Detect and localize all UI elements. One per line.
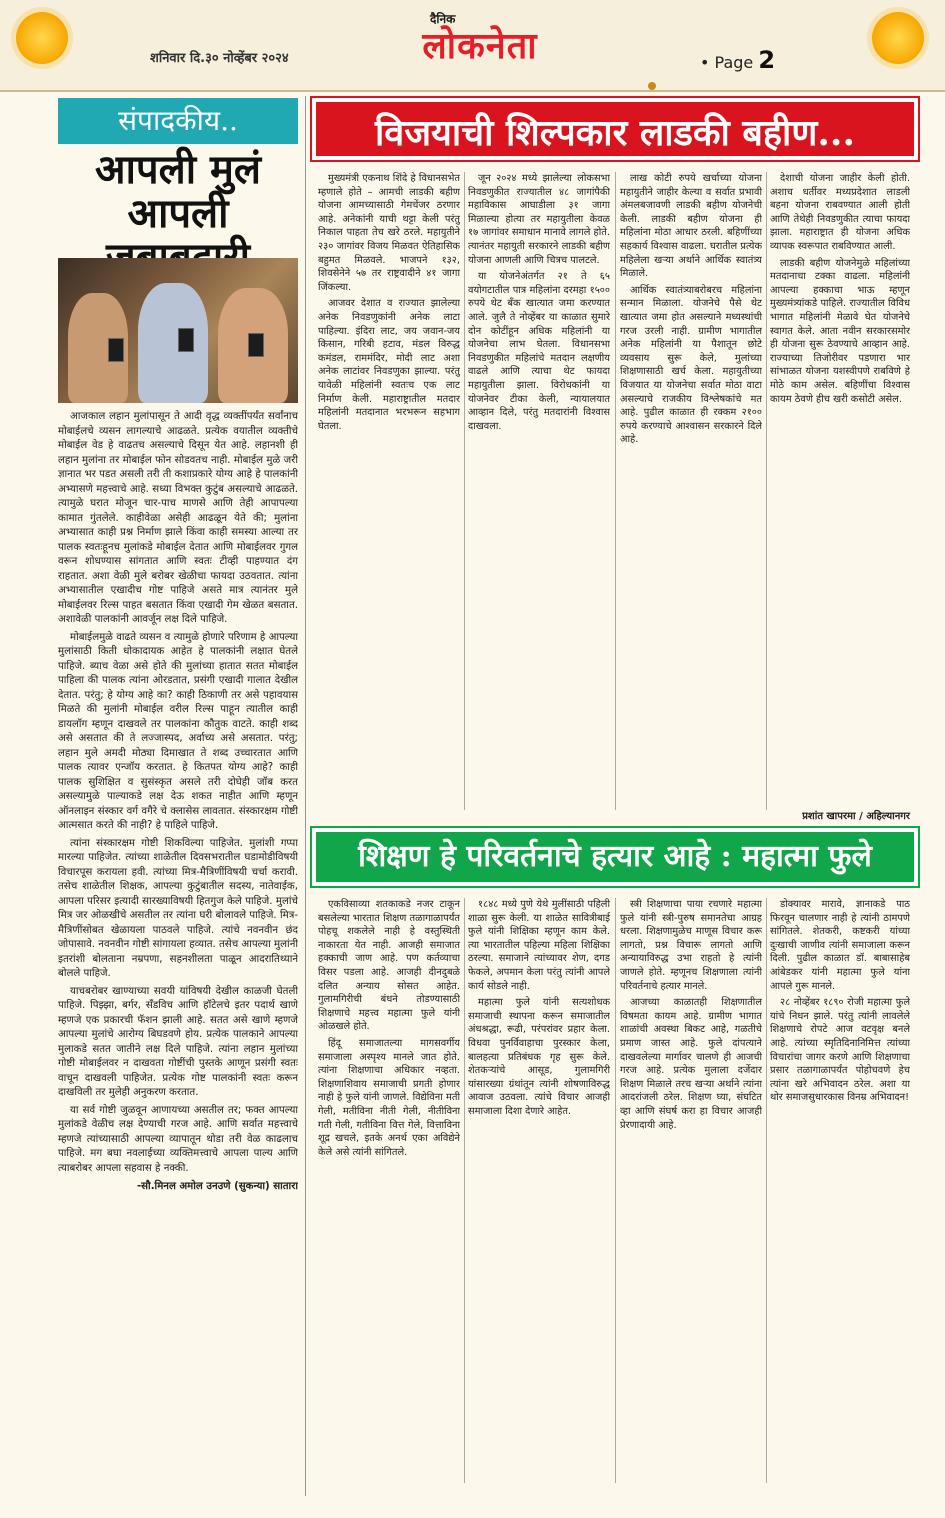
paragraph: लाडकी बहीण योजनेमुळे महिलांच्या मतदानाचा टक्का वाढला. महिलांनी आपल्या हक्काचा भाऊ म्हणून मुख्यमंत्र्यांकडे पाहिले. राज्यातील विविध भागात महिलांनी मेळावे घेत योजनेचे स्वागत केले. आता नवीन सरकारसमोर ही योजना सुरू ठेवण्याचे आव्हान आहे. राज्याच्या तिजोरीवर पडणारा भार सांभाळत योजना यशस्वीपणे राबविणे हे मोठे काम असेल. बहिणींचा विश्वास कायम ठेवणे हीच खरी कसोटी असेल. — [770, 257, 910, 405]
paragraph: मोबाईलमुळे वाढते व्यसन व त्यामुळे होणारे परिणाम हे आपल्या मुलांसाठी किती धोकादायक आहेत हे पालकांनी लक्षात घेतले पाहिजे. ब्याच वेळा असे होते की मुलांच्या हातात सतत मोबाईल पाहिला की पालक त्यांना ओरडतात, प्रसंगी एखादी गालात देखील देतात. परंतु; हे योग्य आहे का? काही ठिकाणी तर असे पहावयास मिळते की मुलांनी मोबाईल वरील रिल्स पाहून त्यातील काही डायलॉग म्हणून दाखवले तर पालकांना कौतुक वाटते. काही शब्द असे असतात की ते लज्जास्पद, अर्वाच्य असे असतात. परंतु; लहान मुले अमदी मोठ्या दिमाखात ते शब्द उच्चारतात आणि पालक त्यावर एन्जॉय करतात. हे कितपत योग्य आहे? काही पालक सुशिक्षित व सुसंस्कृत असले तरी दोघेही जॉब करत असल्यामुळे पाल्याकडे लक्ष देऊ शकत नाहीत आणि म्हणून ऑनलाइन संस्कार वर्ग वगैरे चे क्लासेस लावतात. संस्कारक्षम गोष्टी आत्मसात करते की नाही? हे पाहिले पाहिजे. — [58, 631, 298, 831]
phone-icon — [178, 328, 194, 352]
page-indicator: • Page 2 — [700, 46, 776, 74]
paragraph: आजकाल लहान मुलांपासून ते आदी वृद्ध व्यक्तींपर्यंत सर्वांनाच मोबाईलचे व्यसन लागल्याचे आढळते. प्रत्येक वयातील व्यक्तीचे मोबाईल वेड हे वाढतच असल्याचे दिसून येत आहे. लहानशी ही लहान मुलांना तर मोबाईल फोन सोडवतच नाही. मोबाईल मुळे जरी ज्ञानात भर पडत असली तरी ती कशाप्रकारे योग्य आहे हे पालकांनी अभ्यासणे महत्त्वाचे आहे. सध्या विभक्त कुटुंब असल्याचे आढळते. त्यामुळे घरात मोजून चार-पाच माणसे आणि तेही आपापल्या कामात गुंतलेले. काहीवेळा असेही आढळून येते की; मुलांना अभ्यासात काही प्रश्न निर्माण झाले किंवा काही समस्या आल्या तर पालक स्वतःहूनच मुलांकडे मोबाईल देतात आणि मोबाईलवर गुगल वरून शोधण्यास सांगतात आणि स्वतः टीव्ही पाहण्यात दंग राहतात. अशा वेळी मुले बरोबर खेळीचा फायदा उठवतात. त्यांना अभ्यासातील एखादीच गोष्ट पाहिजे असते मात्र त्यानंतर मुले मोबाईलवर रिल्स पाहत बसतात किंवा एखादी गेम खेळत बसतात. अशावेळी पालकांनी आवर्जून लक्ष दिले पाहिजे. — [58, 411, 298, 625]
article2-column-3 — [620, 898, 762, 1483]
column-divider — [766, 898, 767, 1483]
paragraph: या सर्व गोष्टी जुळवून आणायच्या असतील तर; फक्त आपल्या मुलांकडे वेळीच लक्ष देण्याची गरज आहे. आणि सर्वात महत्त्वाचे म्हणजे त्यांच्यासाठी आपल्या व्यापातून थोडा तरी वेळ काढलाच पाहिजे. मग बघा नवलाईच्या व्यक्तिमत्त्वाचे आपला पाल्य आणि त्याबरोबर आपला सहवास हे नक्की. — [58, 1104, 298, 1174]
editorial-column — [58, 98, 298, 1518]
article1-byline: प्रशांत खापरमा / अहिल्यानगर — [802, 811, 910, 822]
article1-column-3 — [620, 172, 762, 810]
masthead-prefix: दैनिक — [430, 12, 456, 26]
column-divider — [305, 96, 306, 1496]
child-figure — [138, 283, 208, 403]
paragraph: याचबरोबर खाण्याच्या सवयी यांविषयी देखील काळजी घेतली पाहिजे. पिझ्झा, बर्गर, सँडविच आणि हॉटेलचे इतर पदार्थ खाणे म्हणजे एक प्रकारची फॅशन झाली आहे. सतत असे खाणे म्हणजे आपल्या मुलांचे आरोग्य बिघडवणे होय. प्रत्येक पालकाने आपल्या मुलाकडे सतत जातीने लक्ष दिले पाहिजे. त्यांना लहान मुलांच्या गोष्टी मोबाईलवर न दाखवता गोष्टींची पुस्तके आणून प्रसंगी स्वतः वाचून दाखवली पाहिजेत. प्रत्येक गोष्ट पालकांनी स्वतः करून दाखविली तर मुलेही अनुकरण करतात. — [58, 985, 298, 1098]
paragraph: लाख कोटी रुपये खर्चाच्या योजना महायुतीने जाहीर केल्या व सर्वात प्रभावी अंमलबजावणी लाडकी बहीण योजनेची केली. लाडकी बहीण योजना ही महिलांना मोठा आधार ठरली. बहिणींच्या सहकार्य विश्वास वाढला. घरातील प्रत्येक महिलेला खऱ्या अर्थाने आर्थिक स्वातंत्र्य मिळाले. — [620, 173, 762, 280]
article1-column-2 — [468, 172, 610, 810]
paragraph: देशाची योजना जाहीर केली होती. अशाच धर्तीवर मध्यप्रदेशात लाडली बहना योजना राबवण्यात आली होती आणि तेथेही निवडणुकीत त्याचा फायदा झाला. महाराष्ट्रात ही योजना अधिक व्यापक स्वरूपात राबविण्यात आली. — [770, 173, 910, 252]
sun-icon — [872, 12, 924, 64]
newspaper-title: लोकनेता — [422, 25, 538, 67]
paragraph: आजच्या काळातही शिक्षणातील विषमता कायम आहे. ग्रामीण भागात शाळांची अवस्था बिकट आहे, गळतीचे प्रमाण जास्त आहे. फुले दांपत्याने दाखवलेल्या मार्गावर चालणे ही आजची गरज आहे. प्रत्येक मुलाला दर्जेदार शिक्षण मिळाले तरच खऱ्या अर्थाने त्यांना आदरांजली ठरेल. शिक्षण घ्या, संघटित व्हा आणि संघर्ष करा हा विचार आजही प्रेरणादायी आहे. — [620, 997, 762, 1131]
paragraph: आजवर देशात व राज्यात झालेल्या अनेक निवडणुकांनी अनेक लाटा पाहिल्या. इंदिरा लाट, जय जवान-जय किसान, गरिबी हटाव, मंडल विरुद्ध कमंडल, राममंदिर, मोदी लाट अशा अनेक लाटांवर निवडणुका झाल्या. परंतु यावेळी महिलांनी स्वतःच एक लाट निर्माण केली. महाराष्ट्रातील मतदार महिलांनी मतदानात भरभरून सहभाग घेतला. — [318, 298, 460, 432]
paragraph: त्यांना संस्कारक्षम गोष्टी शिकविल्या पाहिजेत. मुलांशी गप्पा मारल्या पाहिजेत. त्यांच्या शाळेतील दिवसभरातील घडामोडीविषयी विचारपूस करायला हवी. त्यांच्या मित्र-मैत्रिणींविषयी चर्चा करावी. तसेच शाळेतील शिक्षक, आपल्या कुटुंबातील सदस्य, नातेवाईक, आपला परिसर इत्यादी सारख्याविषयी हितगुज केले पाहिजे. मुलांचे मित्र जर ओळखीचे असतील तर त्यांना घरी बोलावले पाहिजे. मित्र-मैत्रिणींसोबत खेळायला पाठवले पाहिजे. त्यांचे नवनवीन छंद जोपासावे. नवनवीन गोष्टी सांगायला हव्यात. तसेच आपल्या मुलांनी इतरांशी बोलताना नम्रपणा, सहनशीलता पाळून आदरातिथ्याने बोलले पाहिजे. — [58, 837, 298, 979]
sun-icon — [16, 12, 68, 64]
article2-column-2 — [468, 898, 610, 1483]
column-divider — [615, 898, 616, 1483]
paragraph: हिंदू समाजातल्या मागसवर्गीय समाजाला अस्पृश्य मानले जात होते. त्यांना शिक्षणाचा अधिकार नव्हता. शिक्षणाशिवाय समाजाची प्रगती होणार नाही हे फुले यांनी जाणले. विद्येविना मती गेली, मतीविना नीती गेली, नीतीविना गती गेली, गतीविना वित्त गेले, वित्ताविना शूद्र खचले, इतके अनर्थ एका अविद्येने केले असे त्यांनी सांगितले. — [318, 1037, 460, 1158]
column-divider — [464, 172, 465, 810]
editorial-signature: -सौ.मिनल अमोल उनउणे (सुकन्या) सातारा — [136, 1181, 298, 1192]
article2-column-1 — [318, 898, 460, 1483]
article2-column-4 — [770, 898, 910, 1483]
paragraph: मुख्यमंत्री एकनाथ शिंदे हे विधानसभेत म्हणाले होते – आमची लाडकी बहीण योजना आमच्यासाठी गेमचेंजर ठरणार आहे. अनेकांनी याची थट्टा केली परंतु निकाल पाहता तेच खरे ठरले. महायुतीने २३० जागांवर विजय मिळवत ऐतिहासिक बहुमत मिळवले. भाजपने १३२, शिवसेनेने ५७ तर राष्ट्रवादीने ४१ जागा जिंकल्या. — [318, 173, 460, 293]
section-heading: संपादकीय.. — [58, 98, 298, 144]
article1-headline: विजयाची शिल्पकार लाडकी बहीण... — [312, 98, 918, 160]
paragraph: या योजनेअंतर्गत २१ ते ६५ वयोगटातील पात्र महिलांना दरमहा १५०० रुपये थेट बँक खात्यात जमा करण्यात आले. जुलै ते नोव्हेंबर या काळात सुमारे दोन कोटींहून अधिक महिलांनी या योजनेचा लाभ घेतला. विधानसभा निवडणुकीत महिलांचे मतदान लक्षणीय वाढले आणि त्याचा थेट फायदा महायुतीला झाला. विरोधकांनी या योजनेवर टीका केली, न्यायालयात आव्हान दिले, परंतु मतदारांनी विश्वास दाखवला. — [468, 271, 610, 432]
paragraph: २८ नोव्हेंबर १८९० रोजी महात्मा फुले यांचे निधन झाले. परंतु त्यांनी लावलेले शिक्षणाचे रोपटे आज वटवृक्ष बनले आहे. त्यांच्या स्मृतिदिनानिमित्त त्यांच्या विचारांचा जागर करणे आणि शिक्षणाचा प्रसार तळागाळापर्यंत पोहोचवणे हेच त्यांना खरे अभिवादन ठरेल. अशा या थोर समाजसुधारकास विनम्र अभिवादन! — [770, 997, 910, 1104]
article1-column-4 — [770, 172, 910, 810]
decorative-dot — [648, 82, 656, 90]
children-with-phones-photo — [58, 258, 298, 403]
phone-icon — [108, 338, 124, 362]
editorial-title-line2: आपली — [127, 190, 229, 237]
issue-date: शनिवार दि.३० नोव्हेंबर २०२४ — [150, 51, 289, 66]
column-divider — [766, 172, 767, 810]
phone-icon — [248, 333, 264, 357]
paragraph: आर्थिक स्वातंत्र्याबरोबरच महिलांना सन्मान मिळाला. योजनेचे पैसे थेट खात्यात जमा होत असल्याने मध्यस्थांची गरज उरली नाही. ग्रामीण भागातील अनेक महिलांनी या पैशातून छोटे व्यवसाय सुरू केले, मुलांच्या शिक्षणासाठी खर्च केला. महायुतीच्या विजयात या योजनेचा सर्वात मोठा वाटा असल्याचे राजकीय विश्लेषकांचे मत आहे. पुढील काळात ही रक्कम २१०० रुपये करण्याचे आश्वासन सरकारने दिले आहे. — [620, 284, 762, 446]
editorial-body — [58, 410, 298, 1510]
paragraph: डोक्यावर मारावे, ज्ञानाकडे पाठ फिरवून चालणार नाही हे त्यांनी ठामपणे सांगितले. शेतकरी, कष्टकरी यांच्या दुःखाची जाणीव त्यांनी समाजाला करून दिली. पुढील काळात डॉ. बाबासाहेब आंबेडकर यांनी महात्मा फुले यांना आपले गुरू मानले. — [770, 899, 910, 992]
paragraph: १८४८ मध्ये पुणे येथे मुलींसाठी पहिली शाळा सुरू केली. या शाळेत सावित्रीबाई फुले यांनी शिक्षिका म्हणून काम केले. त्या भारतातील पहिल्या महिला शिक्षिका ठरल्या. समाजाने त्यांच्यावर शेण, दगड फेकले, अपमान केला परंतु त्यांनी आपले कार्य सोडले नाही. — [468, 899, 610, 992]
article2-headline: शिक्षण हे परिवर्तनाचे हत्यार आहे : महात्मा फुले — [312, 828, 918, 886]
paragraph: एकविसाव्या शतकाकडे नजर टाकून बसलेल्या भारतात शिक्षण तळागाळापर्यंत पोहचू शकलेले नाही हे वस्तुस्थिती नाकारता येत नाही. आजही समाजात हक्काची जाण आहे. पण कर्तव्याचा विसर पडला आहे. आजही दीनदुबळे दलित अन्याय सोसत आहेत. गुलामगिरीची बंधने तोडण्यासाठी शिक्षणाचे महत्त्व महात्मा फुले यांनी ओळखले होते. — [318, 899, 460, 1033]
paragraph: स्त्री शिक्षणाचा पाया रचणारे महात्मा फुले यांनी स्त्री-पुरुष समानतेचा आग्रह धरला. शिक्षणामुळेच माणूस विचार करू लागतो, प्रश्न विचारू लागतो आणि अन्यायाविरुद्ध उभा राहतो हे त्यांनी जाणले होते. म्हणूनच शिक्षणाला त्यांनी परिवर्तनाचे हत्यार मानले. — [620, 899, 762, 992]
editorial-title-line1: आपली मुलं — [94, 146, 262, 193]
column-divider — [615, 172, 616, 810]
page-label: Page — [714, 53, 754, 72]
article1-column-1 — [318, 172, 460, 810]
masthead — [0, 0, 945, 92]
page-number: 2 — [758, 46, 776, 74]
paragraph: जून २०२४ मध्ये झालेल्या लोकसभा निवडणुकीत राज्यातील ४८ जागांपैकी महाविकास आघाडीला ३१ जागा मिळाल्या होत्या तर महायुतीला केवळ १७ जागांवर समाधान मानावे लागले होते. त्यानंतर महायुती सरकारने लाडकी बहीण योजना आणली आणि चित्रच पालटले. — [468, 173, 610, 266]
paragraph: महात्मा फुले यांनी सत्यशोधक समाजाची स्थापना करून समाजातील अंधश्रद्धा, रूढी, परंपरांवर प्रहार केला. विधवा पुनर्विवाहाचा पुरस्कार केला, बालहत्या प्रतिबंधक गृह सुरू केले. शेतकऱ्यांचे आसूड, गुलामगिरी यांसारख्या ग्रंथांतून त्यांनी शोषणाविरुद्ध आवाज उठवला. त्यांचे विचार आजही समाजाला दिशा देणारे आहेत. — [468, 997, 610, 1117]
column-divider — [464, 898, 465, 1483]
